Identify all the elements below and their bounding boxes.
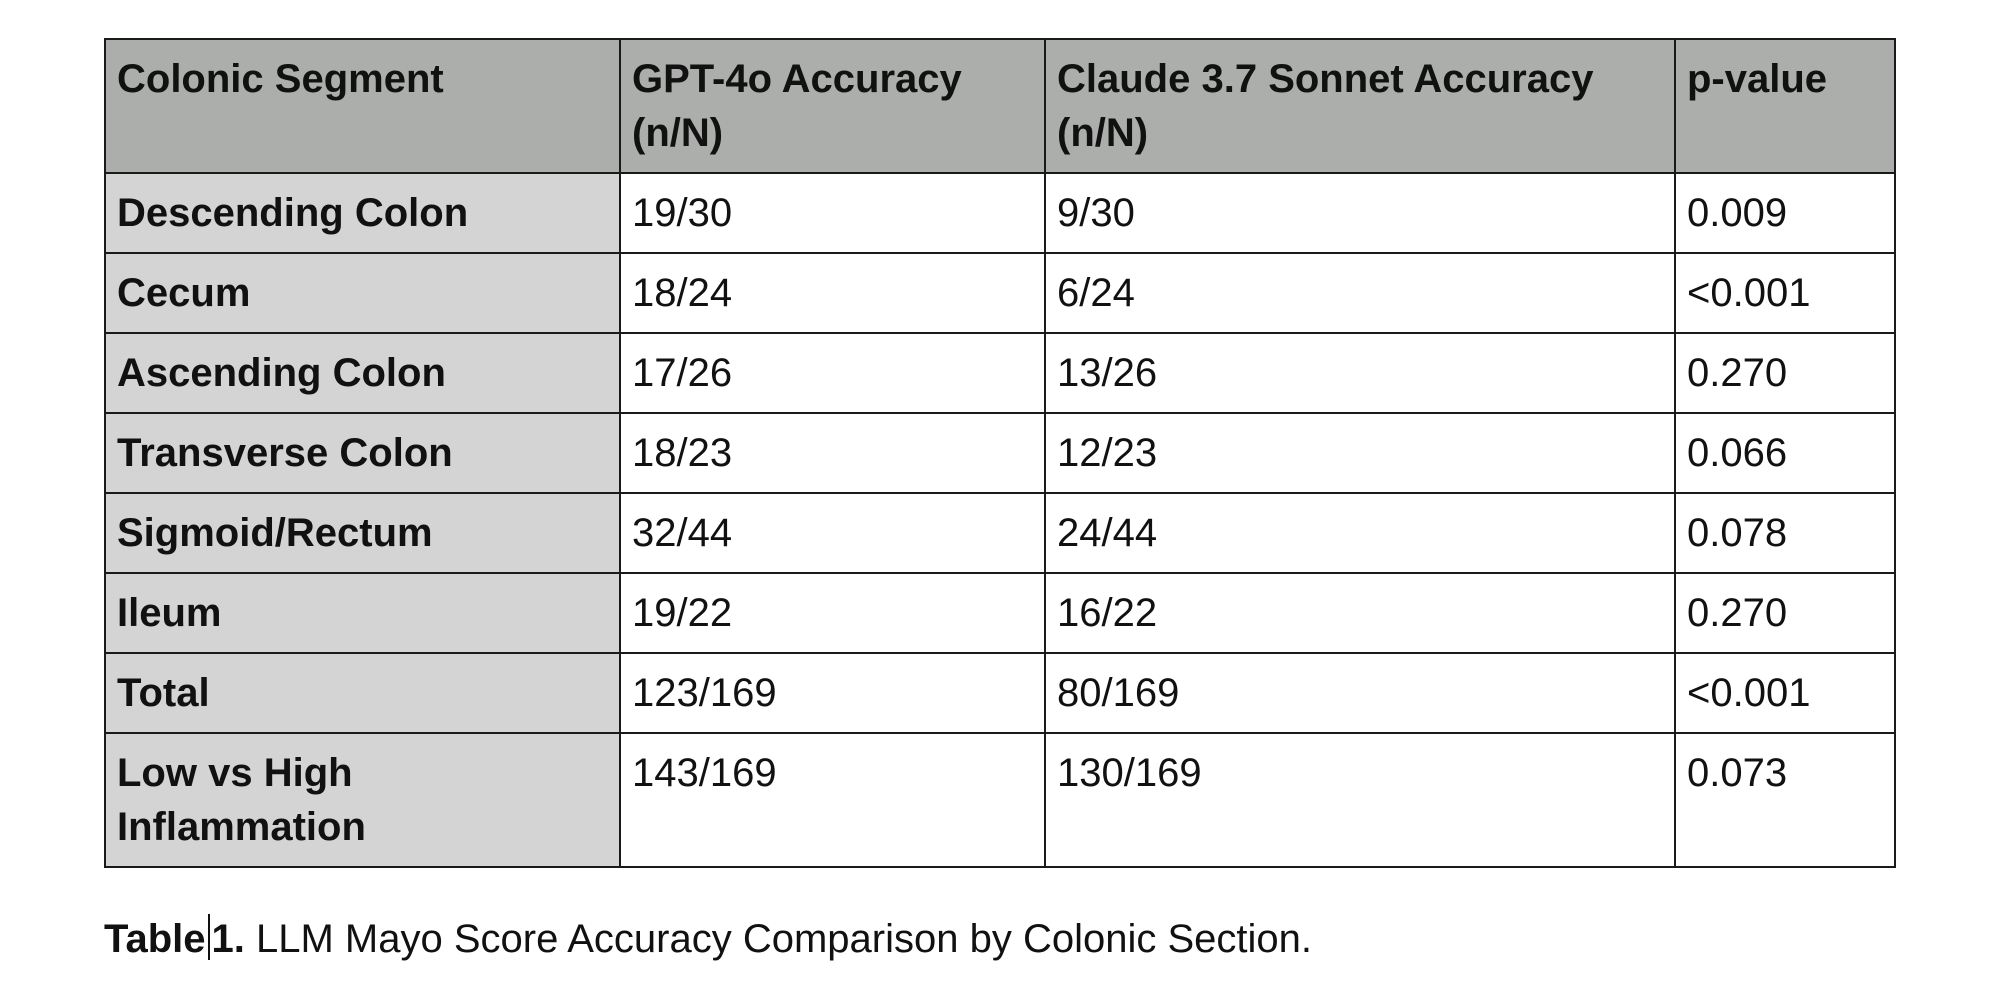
claude-cell: 12/23: [1045, 413, 1675, 493]
p-value-cell: <0.001: [1675, 253, 1895, 333]
table-row: [105, 733, 1895, 867]
claude-cell: 24/44: [1045, 493, 1675, 573]
table-row: [105, 653, 1895, 733]
segment-cell: Ileum: [105, 573, 620, 653]
p-value-cell: 0.009: [1675, 173, 1895, 253]
accuracy-table: [104, 38, 1896, 868]
p-value-cell: 0.078: [1675, 493, 1895, 573]
text-cursor: [208, 914, 210, 960]
p-value-cell: <0.001: [1675, 653, 1895, 733]
table-row: [105, 333, 1895, 413]
segment-cell: Cecum: [105, 253, 620, 333]
header-colonic-segment: Colonic Segment: [105, 39, 620, 173]
segment-cell: Low vs High Inflammation: [105, 733, 620, 867]
table-row: [105, 493, 1895, 573]
caption-label: Table: [104, 917, 206, 961]
segment-cell: Descending Colon: [105, 173, 620, 253]
segment-cell: Sigmoid/Rectum: [105, 493, 620, 573]
table-row: [105, 173, 1895, 253]
header-claude-accuracy: Claude 3.7 Sonnet Accuracy (n/N): [1045, 39, 1675, 173]
table-row: [105, 573, 1895, 653]
claude-cell: 13/26: [1045, 333, 1675, 413]
gpt4o-cell: 123/169: [620, 653, 1045, 733]
p-value-cell: 0.270: [1675, 333, 1895, 413]
p-value-cell: 0.066: [1675, 413, 1895, 493]
table-row: [105, 413, 1895, 493]
gpt4o-cell: 19/22: [620, 573, 1045, 653]
claude-cell: 130/169: [1045, 733, 1675, 867]
gpt4o-cell: 18/24: [620, 253, 1045, 333]
p-value-cell: 0.270: [1675, 573, 1895, 653]
claude-cell: 6/24: [1045, 253, 1675, 333]
header-p-value: p-value: [1675, 39, 1895, 173]
segment-cell: Transverse Colon: [105, 413, 620, 493]
segment-cell: Total: [105, 653, 620, 733]
table-container: [104, 38, 1894, 868]
table-row: [105, 253, 1895, 333]
table-caption: [104, 912, 1312, 966]
gpt4o-cell: 143/169: [620, 733, 1045, 867]
claude-cell: 9/30: [1045, 173, 1675, 253]
gpt4o-cell: 17/26: [620, 333, 1045, 413]
header-gpt4o-accuracy: GPT-4o Accuracy (n/N): [620, 39, 1045, 173]
segment-cell: Ascending Colon: [105, 333, 620, 413]
claude-cell: 80/169: [1045, 653, 1675, 733]
caption-number: 1.: [211, 917, 245, 961]
gpt4o-cell: 19/30: [620, 173, 1045, 253]
p-value-cell: 0.073: [1675, 733, 1895, 867]
gpt4o-cell: 32/44: [620, 493, 1045, 573]
gpt4o-cell: 18/23: [620, 413, 1045, 493]
table-header-row: [105, 39, 1895, 173]
claude-cell: 16/22: [1045, 573, 1675, 653]
caption-text: LLM Mayo Score Accuracy Comparison by Colonic Section.: [244, 917, 1313, 961]
